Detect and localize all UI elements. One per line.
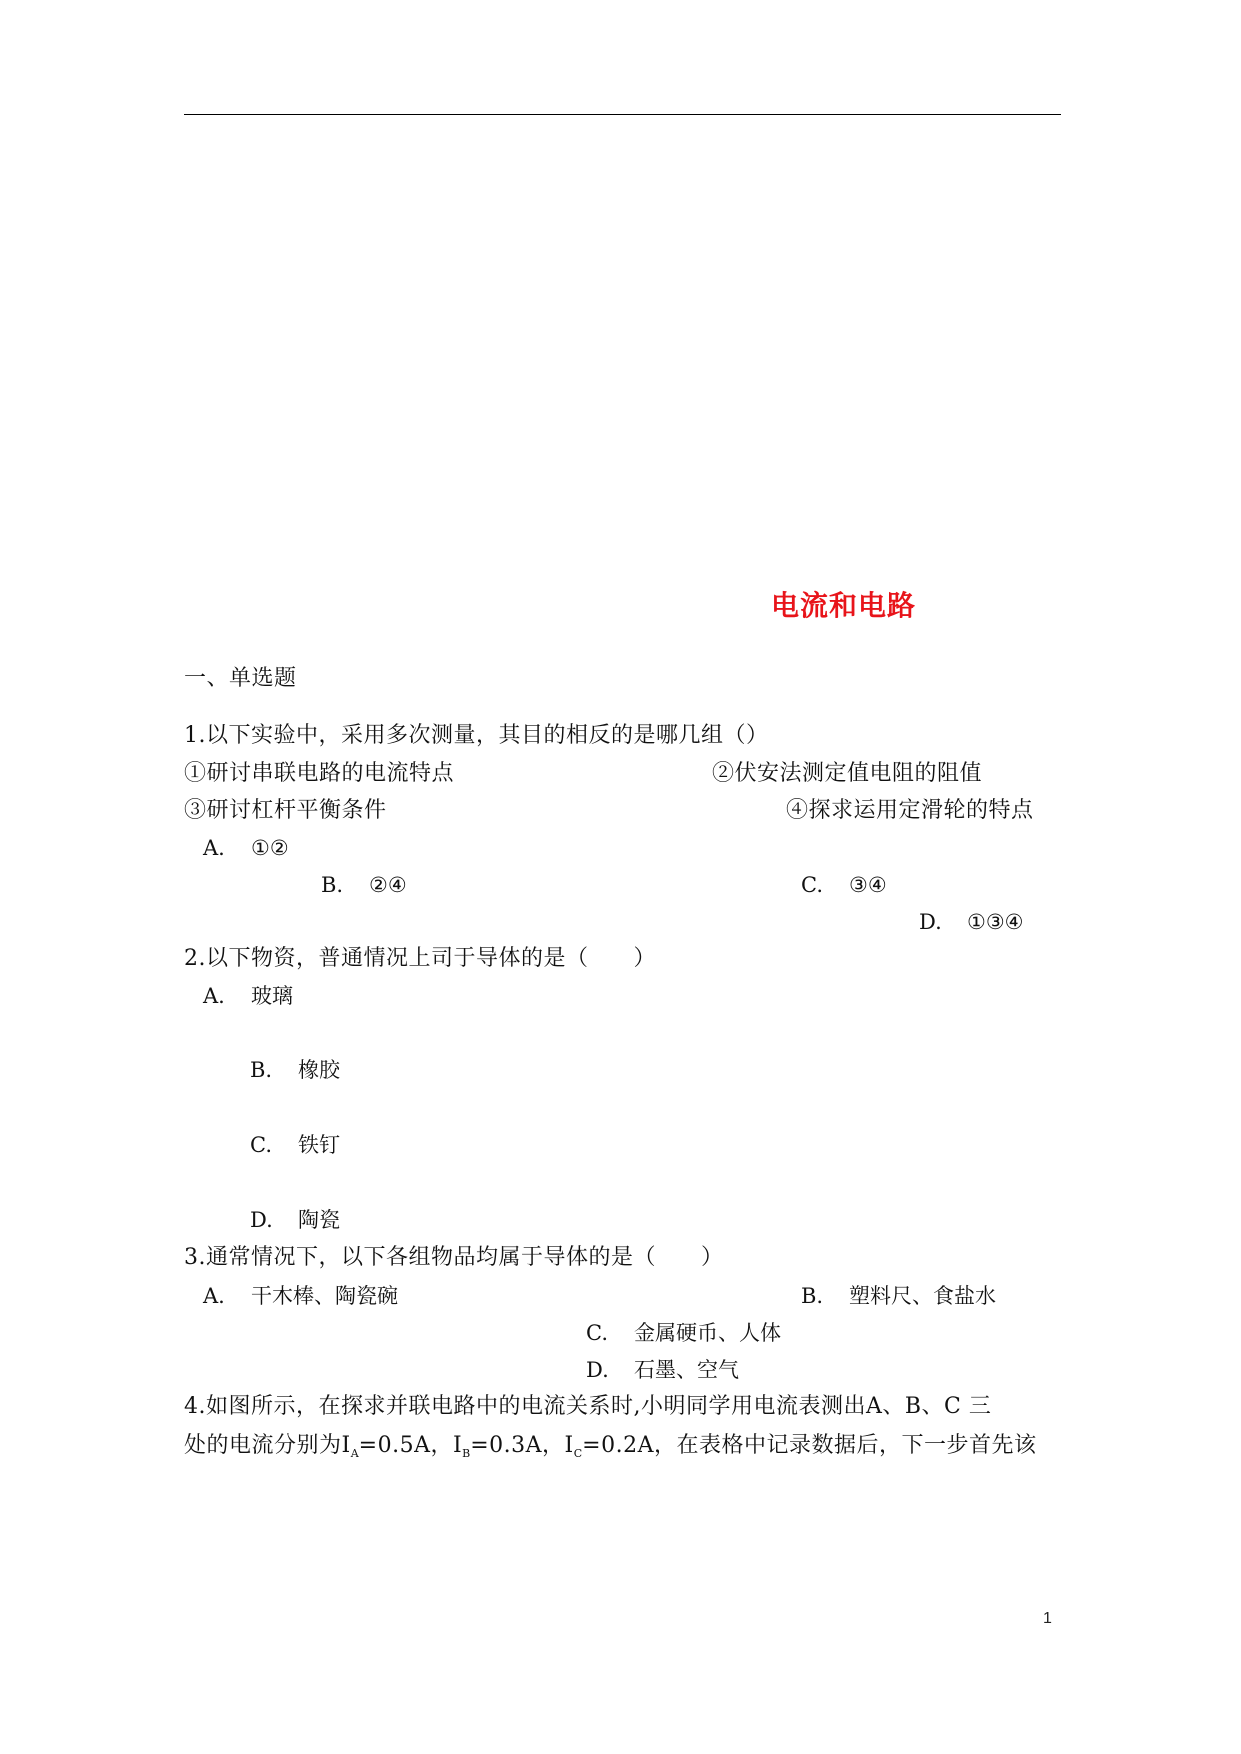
- option-letter: A.: [203, 1284, 225, 1308]
- question-3-stem: 3.通常情况下，以下各组物品均属于导体的是（ ）: [184, 1245, 724, 1270]
- q4-value-a: =0.5A，I: [358, 1433, 463, 1458]
- question-3-option-b: [801, 1281, 996, 1311]
- question-1-stem: 1.以下实验中，采用多次测量，其目的相反的是哪几组（）: [184, 723, 769, 748]
- question-1-item-2: ②伏安法测定值电阻的阻值: [712, 761, 983, 786]
- option-letter: A.: [203, 836, 225, 860]
- q4-value-b: =0.3A，I: [470, 1433, 574, 1458]
- question-2-option-d: [250, 1205, 340, 1235]
- question-3-option-a: [203, 1281, 398, 1311]
- question-3-option-d: [586, 1355, 739, 1385]
- question-2-option-b: [250, 1055, 340, 1085]
- header-rule: [184, 114, 1061, 115]
- section-heading: 一、单选题: [184, 666, 297, 691]
- option-letter: C.: [801, 873, 823, 897]
- question-1-item-4: ④探求运用定滑轮的特点: [786, 798, 1034, 823]
- option-text: 金属硬币、人体: [634, 1321, 781, 1345]
- option-text: 铁钉: [298, 1133, 340, 1157]
- option-letter: D.: [919, 910, 942, 934]
- subscript-b: B: [462, 1447, 471, 1460]
- option-letter: A.: [203, 984, 225, 1008]
- option-text: ①②: [251, 836, 289, 860]
- option-letter: D.: [586, 1358, 609, 1382]
- option-letter: B.: [801, 1284, 824, 1308]
- option-text: ②④: [369, 873, 407, 897]
- question-1-option-a: [203, 833, 289, 863]
- option-letter: C.: [250, 1133, 272, 1157]
- option-text: 陶瓷: [298, 1208, 340, 1232]
- question-2-stem: 2.以下物资，普通情况上司于导体的是（ ）: [184, 946, 656, 971]
- option-text: 橡胶: [298, 1058, 340, 1082]
- option-letter: C.: [586, 1321, 608, 1345]
- q4-text-end: =0.2A，在表格中记录数据后，下一步首先该: [582, 1433, 1037, 1458]
- question-1-item-1: ①研讨串联电路的电流特点: [184, 761, 455, 786]
- option-letter: B.: [321, 873, 344, 897]
- subscript-c: C: [573, 1447, 583, 1460]
- question-2-option-a: [203, 981, 293, 1011]
- option-text: 塑料尺、食盐水: [849, 1284, 996, 1308]
- question-3-option-c: [586, 1318, 781, 1348]
- q4-text-start: 处的电流分别为I: [184, 1433, 351, 1458]
- subscript-a: A: [350, 1447, 359, 1460]
- option-text: 干木棒、陶瓷碗: [251, 1284, 398, 1308]
- question-1-option-d: [919, 907, 1023, 937]
- question-4-line-1: 4.如图所示，在探求并联电路中的电流关系时,小明同学用电流表测出A、B、C 三: [184, 1394, 992, 1419]
- question-1-option-b: [321, 870, 407, 900]
- question-1-item-3: ③研讨杠杆平衡条件: [184, 798, 387, 823]
- page-number: 1: [1043, 1610, 1052, 1627]
- question-4-line-2: [184, 1431, 1036, 1469]
- option-text: ③④: [849, 873, 887, 897]
- option-letter: D.: [250, 1208, 273, 1232]
- option-text: 石墨、空气: [634, 1358, 739, 1382]
- document-title: 电流和电路: [771, 589, 917, 622]
- question-1-option-c: [801, 870, 887, 900]
- option-text: ①③④: [967, 910, 1024, 934]
- option-letter: B.: [250, 1058, 273, 1082]
- option-text: 玻璃: [251, 984, 293, 1008]
- question-2-option-c: [250, 1130, 340, 1160]
